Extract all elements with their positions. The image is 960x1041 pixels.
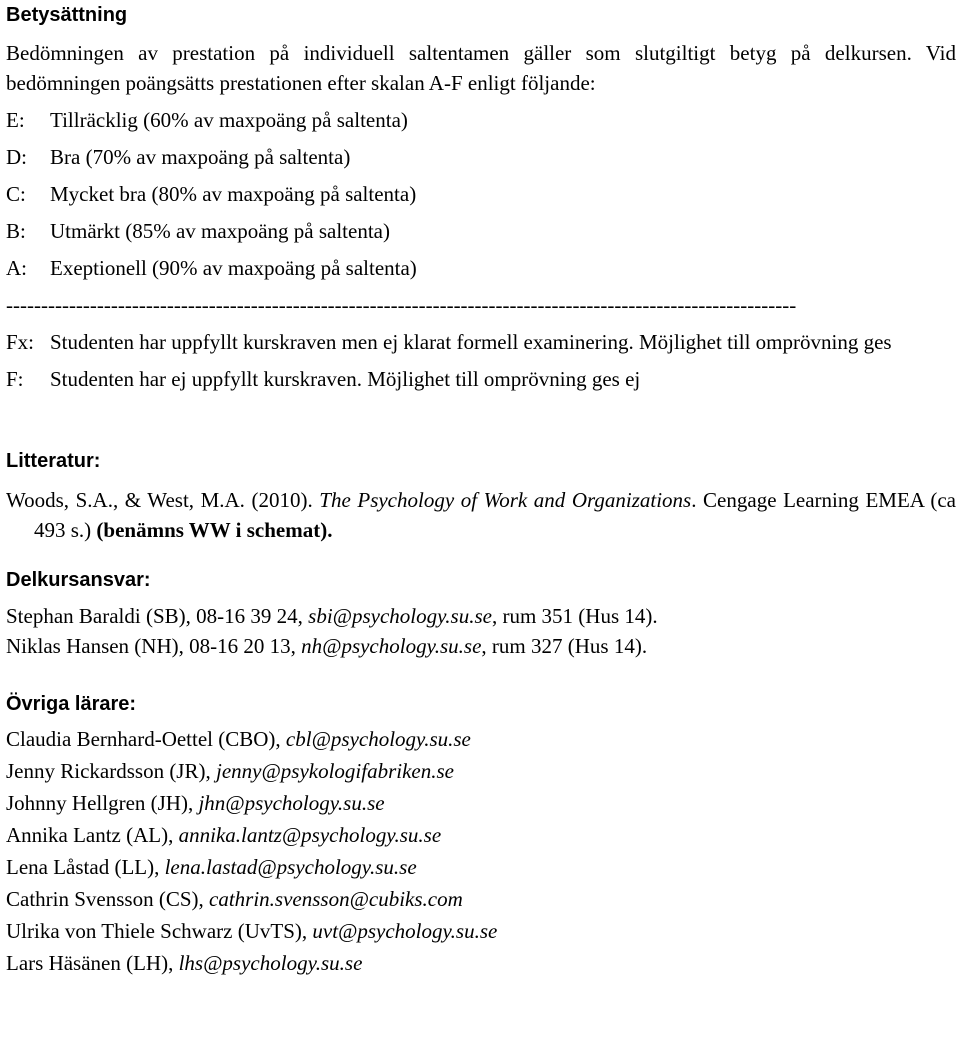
teacher-name: Johnny Hellgren (JH), [6, 791, 199, 815]
grade-item [6, 105, 956, 135]
teacher-name: Claudia Bernhard-Oettel (CBO), [6, 727, 286, 751]
reference-authors: Woods, S.A., & West, M.A. (2010). [6, 488, 320, 512]
contact-room: , rum 327 (Hus 14). [481, 634, 648, 658]
contact-name: Stephan Baraldi (SB), 08-16 39 24, [6, 604, 309, 628]
grade-letter: Fx: [6, 330, 35, 354]
teacher-email[interactable]: jhn@psychology.su.se [198, 791, 385, 815]
contact-name: Niklas Hansen (NH), 08-16 20 13, [6, 634, 302, 658]
literature-reference [6, 485, 956, 545]
grade-letter: A: [6, 256, 27, 280]
grading-heading: Betysättning [6, 4, 128, 26]
reference-title: The Psychology of Work and Organizations [319, 488, 692, 512]
grade-list [6, 105, 956, 283]
teacher-email[interactable]: uvt@psychology.su.se [312, 919, 498, 943]
teacher-email[interactable]: lhs@psychology.su.se [178, 951, 363, 975]
grading-intro: Bedömningen av prestation på individuell saltentamen gäller som slutgiltigt betyg på delkursen. Vid bedömningen poängsätts prestationen efter skalan A-F enligt följande: [6, 41, 956, 95]
course-responsible-list [6, 601, 956, 661]
teacher-name: Ulrika von Thiele Schwarz (UvTS), [6, 919, 313, 943]
teacher-name: Jenny Rickardsson (JR), [6, 759, 216, 783]
grade-text: Mycket bra (80% av maxpoäng på saltenta) [50, 182, 417, 206]
grade-item [6, 179, 956, 209]
course-responsible-heading: Delkursansvar: [6, 569, 151, 591]
contact-line [6, 631, 956, 661]
contact-email[interactable]: sbi@psychology.su.se [308, 604, 492, 628]
teacher-name: Cathrin Svensson (CS), [6, 887, 210, 911]
reference-publisher: . Cengage Learning EMEA (ca 493 s.) [34, 488, 956, 542]
grade-text: Studenten har ej uppfyllt kurskraven. Möjlighet till omprövning ges ej [50, 367, 641, 391]
teacher-email[interactable]: jenny@psykologifabriken.se [215, 759, 454, 783]
teacher-line [6, 947, 956, 979]
dashed-separator: ----------------------------------------------------------------------------------------------------------------- [6, 293, 797, 317]
grade-text: Tillräcklig (60% av maxpoäng på saltenta) [50, 108, 408, 132]
grade-letter: C: [6, 182, 26, 206]
teacher-email[interactable]: lena.lastad@psychology.su.se [164, 855, 417, 879]
teacher-name: Lena Låstad (LL), [6, 855, 165, 879]
other-teachers-heading: Övriga lärare: [6, 693, 137, 715]
teacher-email[interactable]: cathrin.svensson@cubiks.com [209, 887, 463, 911]
contact-room: , rum 351 (Hus 14). [491, 604, 658, 628]
grade-item [6, 142, 956, 172]
grade-letter: B: [6, 219, 26, 243]
teacher-email[interactable]: annika.lantz@psychology.su.se [178, 823, 442, 847]
teacher-line [6, 819, 956, 851]
other-teachers-list [6, 723, 956, 979]
grade-item [6, 364, 956, 394]
teacher-line [6, 723, 956, 755]
teacher-line [6, 851, 956, 883]
grade-letter: D: [6, 145, 27, 169]
contact-line [6, 601, 956, 631]
teacher-line [6, 755, 956, 787]
teacher-line [6, 787, 956, 819]
grade-item [6, 253, 956, 283]
teacher-email[interactable]: cbl@psychology.su.se [285, 727, 471, 751]
teacher-name: Lars Häsänen (LH), [6, 951, 179, 975]
teacher-line [6, 883, 956, 915]
contact-email[interactable]: nh@psychology.su.se [301, 634, 482, 658]
literature-heading: Litteratur: [6, 450, 101, 472]
grade-text: Studenten har uppfyllt kurskraven men ej klarat formell examinering. Möjlighet till omprövning ges [50, 330, 892, 354]
grade-text: Bra (70% av maxpoäng på saltenta) [50, 145, 351, 169]
teacher-name: Annika Lantz (AL), [6, 823, 179, 847]
grade-letter: E: [6, 108, 25, 132]
teacher-line [6, 915, 956, 947]
reference-note: (benämns WW i schemat). [96, 518, 333, 542]
document-page [6, 0, 956, 979]
grade-text: Exeptionell (90% av maxpoäng på saltenta) [50, 256, 417, 280]
grade-item [6, 216, 956, 246]
fail-grade-list [6, 327, 956, 394]
grade-text: Utmärkt (85% av maxpoäng på saltenta) [50, 219, 390, 243]
grade-letter: F: [6, 367, 24, 391]
grade-item [6, 327, 956, 357]
